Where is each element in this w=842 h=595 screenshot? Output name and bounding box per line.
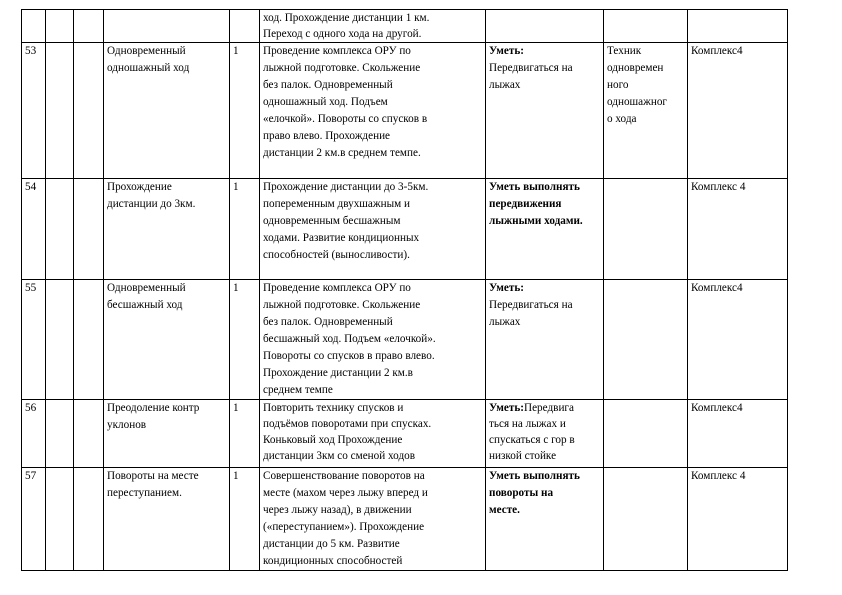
complex-cell: Комплекс4 [688, 43, 788, 179]
content-line: право влево. Прохождение [263, 130, 391, 142]
content-cell [260, 280, 486, 400]
technique-line: одношажног [607, 96, 668, 108]
topic-line: уклонов [107, 419, 147, 431]
skill-line: спускаться с гор в [489, 434, 575, 446]
skill-line: Передвигаться на [489, 62, 573, 74]
table-row [22, 468, 788, 571]
hours-cell: 1 [230, 280, 260, 400]
skill-label: Уметь: [489, 282, 525, 294]
fact-date-cell [74, 10, 104, 43]
skills-cell [486, 10, 604, 43]
content-line: лыжной подготовке. Скольжение [263, 62, 421, 74]
skill-line: лыжах [489, 79, 521, 91]
skill-label: Уметь выполнять [489, 470, 580, 482]
complex-cell [688, 10, 788, 43]
skill-line: передвижения [489, 198, 562, 210]
plan-date-cell [46, 43, 74, 179]
skill-line: лыжах [489, 316, 521, 328]
topic-line: Преодоление контр [107, 402, 200, 414]
content-line: лыжной подготовке. Скольжение [263, 299, 421, 311]
content-line: одновременным бесшажным [263, 215, 401, 227]
topic-line: переступанием. [107, 487, 182, 499]
technique-cell [604, 400, 688, 468]
fact-date-cell [74, 179, 104, 280]
content-line: Повторить технику спусков и [263, 402, 404, 414]
content-line: ходами. Развитие кондиционных [263, 232, 420, 244]
topic-cell [104, 179, 230, 280]
skill-label: Уметь выполнять [489, 181, 580, 193]
content-line: («переступанием»). Прохождение [263, 521, 425, 533]
fact-date-cell [74, 43, 104, 179]
technique-line: одновремен [607, 62, 664, 74]
topic-cell [104, 468, 230, 571]
content-line: через лыжу назад), в движении [263, 504, 412, 516]
content-line: Коньковый ход Прохождение [263, 434, 403, 446]
content-line: попеременным двухшажным и [263, 198, 410, 210]
content-line: Совершенствование поворотов на [263, 470, 425, 482]
content-line: Повороты со спусков в право влево. [263, 350, 435, 362]
complex-cell: Комплекс4 [688, 400, 788, 468]
skill-line: ться на лыжах и [489, 418, 566, 430]
table-row [22, 179, 788, 280]
content-line: кондиционных способностей [263, 555, 403, 567]
skill-line: Передвигаться на [489, 299, 573, 311]
technique-line: о хода [607, 113, 637, 125]
plan-date-cell [46, 10, 74, 43]
lesson-number: 56 [22, 400, 46, 468]
topic-line: Повороты на месте [107, 470, 199, 482]
topic-cell [104, 280, 230, 400]
content-cell [260, 179, 486, 280]
skill-line: месте. [489, 504, 520, 516]
content-cell [260, 468, 486, 571]
technique-cell [604, 280, 688, 400]
skills-cell [486, 468, 604, 571]
lesson-number [22, 10, 46, 43]
content-line: подъёмов поворотами при спусках. [263, 418, 432, 430]
content-line: Переход с одного хода на другой. [263, 28, 422, 40]
lesson-number: 53 [22, 43, 46, 179]
topic-line: дистанции до 3км. [107, 198, 196, 210]
table-row [22, 280, 788, 400]
topic-line: Прохождение [107, 181, 172, 193]
fact-date-cell [74, 468, 104, 571]
skills-cell [486, 280, 604, 400]
hours-cell: 1 [230, 468, 260, 571]
topic-line: бесшажный ход [107, 299, 183, 311]
content-line: дистанции 2 км.в среднем темпе. [263, 147, 421, 159]
topic-line: Одновременный [107, 282, 186, 294]
hours-cell: 1 [230, 43, 260, 179]
complex-cell: Комплекс 4 [688, 179, 788, 280]
skill-line: Передвига [524, 402, 574, 414]
complex-cell: Комплекс4 [688, 280, 788, 400]
fact-date-cell [74, 280, 104, 400]
plan-date-cell [46, 400, 74, 468]
topic-cell [104, 10, 230, 43]
technique-cell [604, 10, 688, 43]
plan-date-cell [46, 179, 74, 280]
topic-line: одношажный ход [107, 62, 190, 74]
content-line: дистанции до 5 км. Развитие [263, 538, 400, 550]
lesson-number: 54 [22, 179, 46, 280]
content-line: дистанции 3км со сменой ходов [263, 450, 416, 462]
hours-cell [230, 10, 260, 43]
content-line: Проведение комплекса ОРУ по [263, 45, 411, 57]
table-row [22, 400, 788, 468]
content-cell [260, 400, 486, 468]
content-line: бесшажный ход. Подъем «елочкой». [263, 333, 436, 345]
content-line: Проведение комплекса ОРУ по [263, 282, 411, 294]
technique-line: ного [607, 79, 629, 91]
technique-cell [604, 43, 688, 179]
topic-line: Одновременный [107, 45, 186, 57]
content-line: способностей (выносливости). [263, 249, 410, 261]
complex-cell: Комплекс 4 [688, 468, 788, 571]
topic-cell [104, 43, 230, 179]
skill-line: повороты на [489, 487, 554, 499]
skill-label: Уметь: [489, 45, 525, 57]
skill-label: Уметь: [489, 402, 525, 414]
content-line: одношажный ход. Подъем [263, 96, 388, 108]
table-row [22, 10, 788, 43]
skills-cell [486, 179, 604, 280]
technique-cell [604, 179, 688, 280]
plan-date-cell [46, 280, 74, 400]
technique-cell [604, 468, 688, 571]
content-line: без палок. Одновременный [263, 316, 393, 328]
content-line: ход. Прохождение дистанции 1 км. [263, 12, 430, 24]
skill-line: лыжными ходами. [489, 215, 583, 227]
skills-cell [486, 400, 604, 468]
content-line: Прохождение дистанции до 3-5км. [263, 181, 429, 193]
skill-line: низкой стойке [489, 450, 557, 462]
content-line: без палок. Одновременный [263, 79, 393, 91]
lesson-number: 55 [22, 280, 46, 400]
plan-date-cell [46, 468, 74, 571]
content-line: «елочкой». Повороты со спусков в [263, 113, 428, 125]
hours-cell: 1 [230, 179, 260, 280]
content-line: среднем темпе [263, 384, 333, 396]
lesson-number: 57 [22, 468, 46, 571]
topic-cell [104, 400, 230, 468]
technique-line: Техник [607, 45, 642, 57]
fact-date-cell [74, 400, 104, 468]
table-row [22, 43, 788, 179]
content-line: Прохождение дистанции 2 км.в [263, 367, 413, 379]
content-line: месте (махом через лыжу вперед и [263, 487, 428, 499]
lesson-plan-table [21, 9, 788, 571]
hours-cell: 1 [230, 400, 260, 468]
content-cell [260, 43, 486, 179]
skills-cell [486, 43, 604, 179]
content-cell [260, 10, 486, 43]
